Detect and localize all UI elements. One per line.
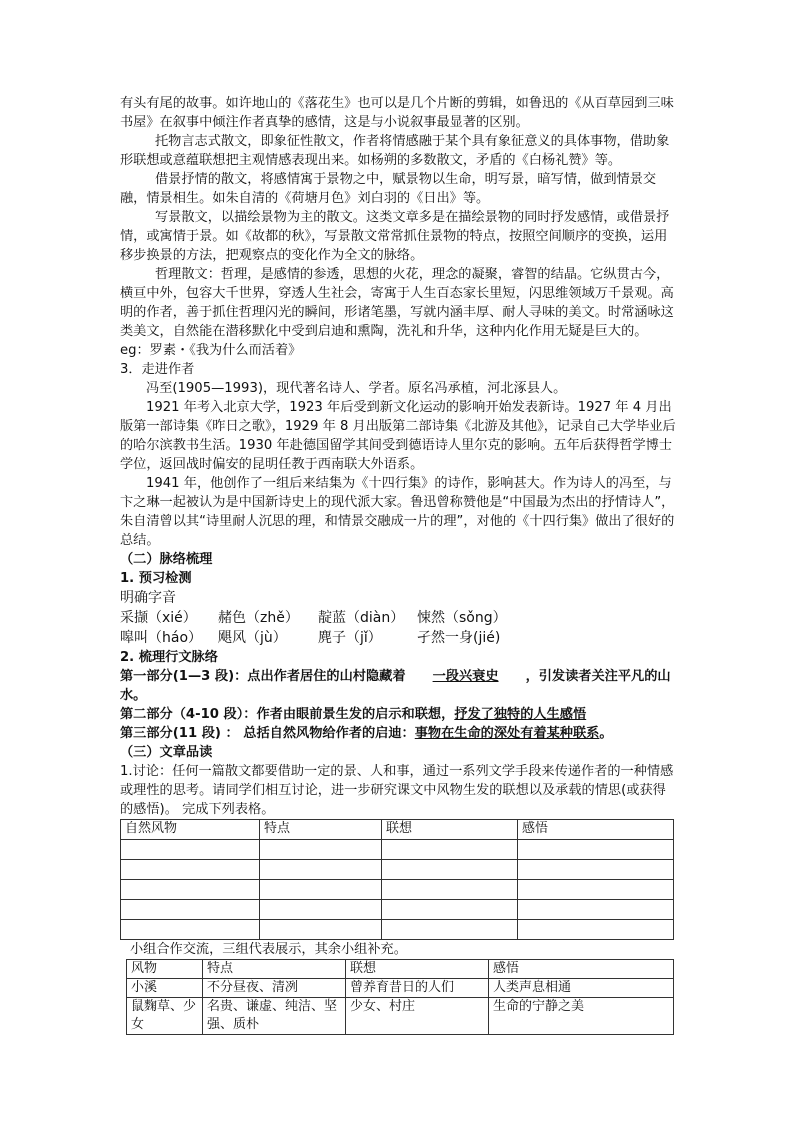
- empty-cell[interactable]: [260, 860, 382, 880]
- empty-cell[interactable]: [121, 880, 260, 900]
- heading-preview-check: 1. 预习检测: [120, 571, 192, 586]
- table-header-cell: 自然风物: [121, 820, 260, 840]
- part3-text: 第三部分(11 段) ： 总括自然风物给作者的启迪：: [120, 726, 415, 741]
- table-cell: 小溪: [127, 979, 203, 998]
- empty-cell[interactable]: [382, 900, 518, 920]
- heading-outline: 2. 梳理行文脉络: [120, 650, 218, 665]
- section-heading-author: 3．走进作者: [120, 362, 195, 377]
- table-row: [121, 840, 674, 860]
- table-cell: 鼠麴草、少女: [127, 998, 203, 1035]
- part2-answer: 抒发了独特的人生感悟: [454, 707, 587, 722]
- empty-cell[interactable]: [260, 920, 382, 940]
- outline-part-3: [120, 724, 676, 743]
- pinyin-item: 麂子（jǐ）: [318, 630, 382, 646]
- table-header-cell: 风物: [127, 960, 203, 979]
- pronunciation-label: 明确字音: [120, 590, 176, 606]
- table-row: [121, 860, 674, 880]
- pinyin-item: 飓风（jù）: [218, 630, 287, 646]
- empty-cell[interactable]: [121, 840, 260, 860]
- table-header-cell: 特点: [203, 960, 346, 979]
- document-page: [120, 94, 676, 1035]
- part1-answer-blank: 一段兴衰史: [432, 669, 499, 684]
- empty-cell[interactable]: [518, 920, 674, 940]
- group-note: 小组合作交流，三组代表展示，其余小组补充。: [130, 942, 407, 957]
- empty-cell[interactable]: [382, 860, 518, 880]
- pinyin-item: 悚然（sǒng）: [417, 610, 507, 626]
- empty-cell[interactable]: [260, 900, 382, 920]
- heading-structure: （二）脉络梳理: [120, 552, 213, 567]
- table-header-cell: 感悟: [518, 820, 674, 840]
- pinyin-item: 靛蓝（diàn）: [318, 610, 405, 626]
- part2-text: 第二部分（4-10 段）：作者由眼前景生发的启示和联想，: [120, 707, 455, 722]
- author-career: 1921 年考入北京大学，1923 年后受到新文化运动的影响开始发表新诗。1927 年 4 月出版第一部诗集《昨日之歌》，1929 年 8 月出版第二部诗集《北游及其他》，记录自己大学毕业后的哈尔滨教书生活。1930 年赴德国留学其间受到德语诗人里尔克的影响。五年后获得哲学博士学位，返回战时偏安的昆明任教于西南联大外语系。: [120, 400, 676, 472]
- pinyin-item: 采撷（xié）: [120, 610, 197, 626]
- pinyin-row-2: [120, 628, 676, 648]
- empty-cell[interactable]: [382, 840, 518, 860]
- table-cell: 曾养育昔日的人们: [346, 979, 489, 998]
- part1-text: 第一部分(1—3 段)：点出作者居住的山村隐藏着: [120, 669, 406, 684]
- part1-text-end: ，引发读者关注平凡的山水。: [120, 669, 671, 703]
- empty-cell[interactable]: [382, 880, 518, 900]
- paragraph-philosophical-prose: 哲理散文：哲理，是感情的参透，思想的火花，理念的凝聚，睿智的结晶。它纵贯古今，横亘中外，包容大千世界，穿透人生社会，寄寓于人生百态家长里短，闪思维领域万千景观。高明的作者，善于抓住哲理闪光的瞬间，形诸笔墨，写就内涵丰厚、耐人寻味的美文。时常涵咏这类美文，自然能在潜移默化中受到启迪和熏陶，洗礼和升华，这种内化作用无疑是巨大的。eg：罗素・《我为什么而活着》: [120, 267, 674, 358]
- empty-cell[interactable]: [121, 900, 260, 920]
- table-row: [121, 920, 674, 940]
- paragraph-symbolic-prose: 托物言志式散文，即象征性散文，作者将情感融于某个具有象征意义的具体事物，借助象形联想或意蕴联想把主观情感表现出来。如杨朔的多数散文，矛盾的《白杨礼赞》等。: [120, 134, 670, 168]
- empty-cell[interactable]: [121, 860, 260, 880]
- pinyin-item: 孑然一身(jié): [417, 630, 501, 646]
- empty-cell[interactable]: [260, 880, 382, 900]
- empty-cell[interactable]: [518, 860, 674, 880]
- table-cell: 少女、村庄: [346, 998, 489, 1035]
- table-header-cell: 感悟: [489, 960, 674, 979]
- table-row: [127, 979, 674, 998]
- empty-cell[interactable]: [518, 900, 674, 920]
- table-header-row: [121, 820, 674, 840]
- table-cell: 生命的宁静之美: [489, 998, 674, 1035]
- author-sonnets: 1941 年，他创作了一组后来结集为《十四行集》的诗作，影响甚大。作为诗人的冯至，与卞之琳一起被认为是中国新诗史上的现代派大家。鲁迅曾称赞他是“中国最为杰出的抒情诗人”，朱自清曾以其“诗里耐人沉思的理，和情景交融成一片的理”，对他的《十四行集》做出了很好的总结。: [120, 476, 675, 548]
- table-header-cell: 特点: [260, 820, 382, 840]
- paragraph-scenery-emotion-prose: 借景抒情的散文，将感情寓于景物之中，赋景物以生命，明写景，暗写情，做到情景交融，情景相生。如朱自清的《荷塘月色》刘白羽的《日出》等。: [120, 172, 657, 206]
- part3-answer: 事物在生命的深处有着某种联系: [414, 726, 600, 741]
- empty-cell[interactable]: [121, 920, 260, 940]
- outline-part-2: [120, 705, 676, 724]
- part3-text-end: 。: [599, 726, 613, 741]
- table-header-cell: 联想: [346, 960, 489, 979]
- table-cell: 不分昼夜、清冽: [203, 979, 346, 998]
- blank-table: [120, 819, 674, 940]
- heading-reading: （三）文章品读: [120, 745, 213, 760]
- discussion-prompt: 1.讨论：任何一篇散文都要借助一定的景、人和事，通过一系列文学手段来传递作者的一种情感或理性的思考。请同学们相互讨论，进一步研究课文中风物生发的联想以及承载的情思(或获得的感悟)。 完成下列表格。: [120, 764, 674, 817]
- table-header-row: [127, 960, 674, 979]
- table-row: [121, 900, 674, 920]
- pinyin-row-1: [120, 608, 676, 628]
- table-cell: 人类声息相通: [489, 979, 674, 998]
- empty-cell[interactable]: [518, 840, 674, 860]
- table-row: [127, 998, 674, 1035]
- outline-part-1: [120, 667, 676, 705]
- paragraph-scenery-prose: 写景散文，以描绘景物为主的散文。这类文章多是在描绘景物的同时抒发感情，或借景抒情，或寓情于景。如《故都的秋》，写景散文常常抓住景物的特点，按照空间顺序的变换，运用移步换景的方法，把观察点的变化作为全文的脉络。: [120, 210, 670, 263]
- table-cell: 名贵、谦虚、纯洁、坚强、质朴: [203, 998, 346, 1035]
- paragraph-narrative-prose: 有头有尾的故事。如许地山的《落花生》也可以是几个片断的剪辑，如鲁迅的《从百草园到三味书屋》在叙事中倾注作者真挚的感情，这是与小说叙事最显著的区别。: [120, 96, 674, 130]
- empty-cell[interactable]: [518, 880, 674, 900]
- empty-cell[interactable]: [382, 920, 518, 940]
- empty-cell[interactable]: [260, 840, 382, 860]
- table-header-cell: 联想: [382, 820, 518, 840]
- pinyin-item: 嗥叫（háo）: [120, 630, 203, 646]
- author-intro: 冯至(1905—1993)，现代著名诗人、学者。原名冯承植，河北涿县人。: [146, 381, 567, 396]
- pinyin-item: 赭色（zhě）: [218, 610, 299, 626]
- table-row: [121, 880, 674, 900]
- answer-table: [126, 959, 674, 1035]
